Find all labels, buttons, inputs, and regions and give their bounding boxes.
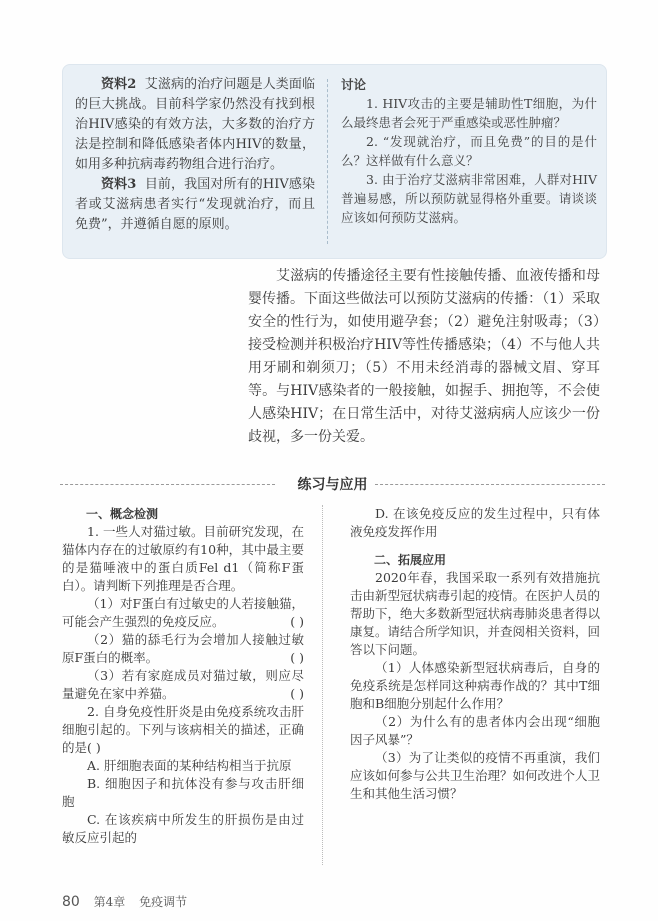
- part2-title: 二、拓展应用: [374, 553, 447, 567]
- material-box: [62, 64, 607, 259]
- materials: [75, 75, 315, 235]
- material2-label: 资料2: [101, 77, 137, 92]
- exercises-left-column: [62, 505, 304, 847]
- section-title: 练习与应用: [297, 477, 368, 493]
- q2-option: C. 在该疾病中所发生的肝损伤是由过敏反应引起的: [62, 812, 304, 845]
- box-divider: [327, 79, 328, 244]
- q1-item: （2）猫的舔毛行为会增加人接触过敏原F蛋白的概率。 ( ): [62, 632, 304, 665]
- q2-option: B. 细胞因子和抗体没有参与攻击肝细胞: [62, 776, 304, 809]
- discussion: [341, 75, 597, 227]
- chapter-label: 第4章: [93, 895, 126, 909]
- question-1: 1. 一些人对猫过敏。目前研究发现，在猫体内存在的过敏原约有10种，其中最主要的是猫唾液中的蛋白质Fel d1（简称F蛋白）。请判断下列推理是否合理。: [62, 524, 304, 593]
- exercises-right-column: [350, 505, 600, 803]
- q1-item: （3）若有家庭成员对猫过敏，则应尽量避免在家中养猫。 ( ): [62, 668, 304, 701]
- q1-item: （1）对F蛋白有过敏史的人若接触猫，可能会产生强烈的免疫反应。 ( ): [62, 596, 304, 629]
- material3-label: 资料3: [101, 177, 137, 192]
- discussion-item: 3. 由于治疗艾滋病非常困难，人群对HIV普遍易感，所以预防就显得格外重要。请谈谈应该如何预防艾滋病。: [341, 172, 597, 225]
- discussion-item: 1. HIV攻击的主要是辅助性T细胞，为什么最终患者会死于严重感染或恶性肿瘤？: [341, 96, 597, 130]
- answer-blank: ( ): [290, 614, 304, 629]
- discussion-item: 2. “发现就治疗，而且免费”的目的是什么？这样做有什么意义？: [341, 134, 597, 168]
- material2-text: 艾滋病的治疗问题是人类面临的巨大挑战。目前科学家仍然没有找到根治HIV感染的有效方法，大多数的治疗方法是控制和降低感染者体内HIV的数量，如用多种抗病毒药物组合进行治疗。: [75, 77, 316, 172]
- part2-question: （2）为什么有的患者体内会出现“细胞因子风暴”？: [350, 714, 600, 747]
- part2-question: （3）为了让类似的疫情不再重演，我们应该如何参与公共卫生治理？如何改进个人卫生和其他生活习惯？: [350, 750, 601, 801]
- question-2: 2. 自身免疫性肝炎是由免疫系统攻击肝细胞引起的。下列与该病相关的描述，正确的是( ): [62, 704, 304, 755]
- q2-option: D. 在该免疫反应的发生过程中，只有体液免疫发挥作用: [350, 506, 600, 539]
- q2-option: A. 肝细胞表面的某种结构相当于抗原: [87, 758, 292, 773]
- section-header: [60, 474, 605, 496]
- discussion-title: 讨论: [341, 77, 367, 92]
- page-number: 80: [62, 894, 80, 910]
- main-paragraph: 艾滋病的传播途径主要有性接触传播、血液传播和母婴传播。下面这些做法可以预防艾滋病的传播：（1）采取安全的性行为，如使用避孕套；（2）避免注射吸毒；（3）接受检测并积极治疗HIV等性传播感染；（4）不与他人共用牙刷和剃须刀；（5）不用未经消毒的器械文眉、穿耳等。与HIV感染者的一般接触，如握手、拥抱等，不会使人感染HIV；在日常生活中，对待艾滋病病人应该少一份歧视，多一份关爱。: [248, 268, 600, 445]
- part2-question: （1）人体感染新型冠状病毒后，自身的免疫系统是怎样同这种病毒作战的？其中T细胞和B细胞分别起什么作用？: [350, 660, 600, 711]
- material3-text: 目前，我国对所有的HIV感染者或艾滋病患者实行“发现就治疗，而且免费”，并遵循自愿的原则。: [75, 177, 316, 232]
- page-footer: [62, 893, 197, 910]
- answer-blank: ( ): [290, 650, 304, 665]
- part1-title: 一、概念检测: [86, 507, 159, 521]
- answer-blank: ( ): [290, 686, 304, 701]
- divider-right: [375, 484, 605, 485]
- column-divider: [322, 505, 323, 865]
- chapter-title: 免疫调节: [139, 895, 188, 909]
- part2-intro: 2020年春，我国采取一系列有效措施抗击由新型冠状病毒引起的疫情。在医护人员的帮助下，绝大多数新型冠状病毒肺炎患者得以康复。请结合所学知识，并查阅相关资料，回答以下问题。: [350, 570, 601, 657]
